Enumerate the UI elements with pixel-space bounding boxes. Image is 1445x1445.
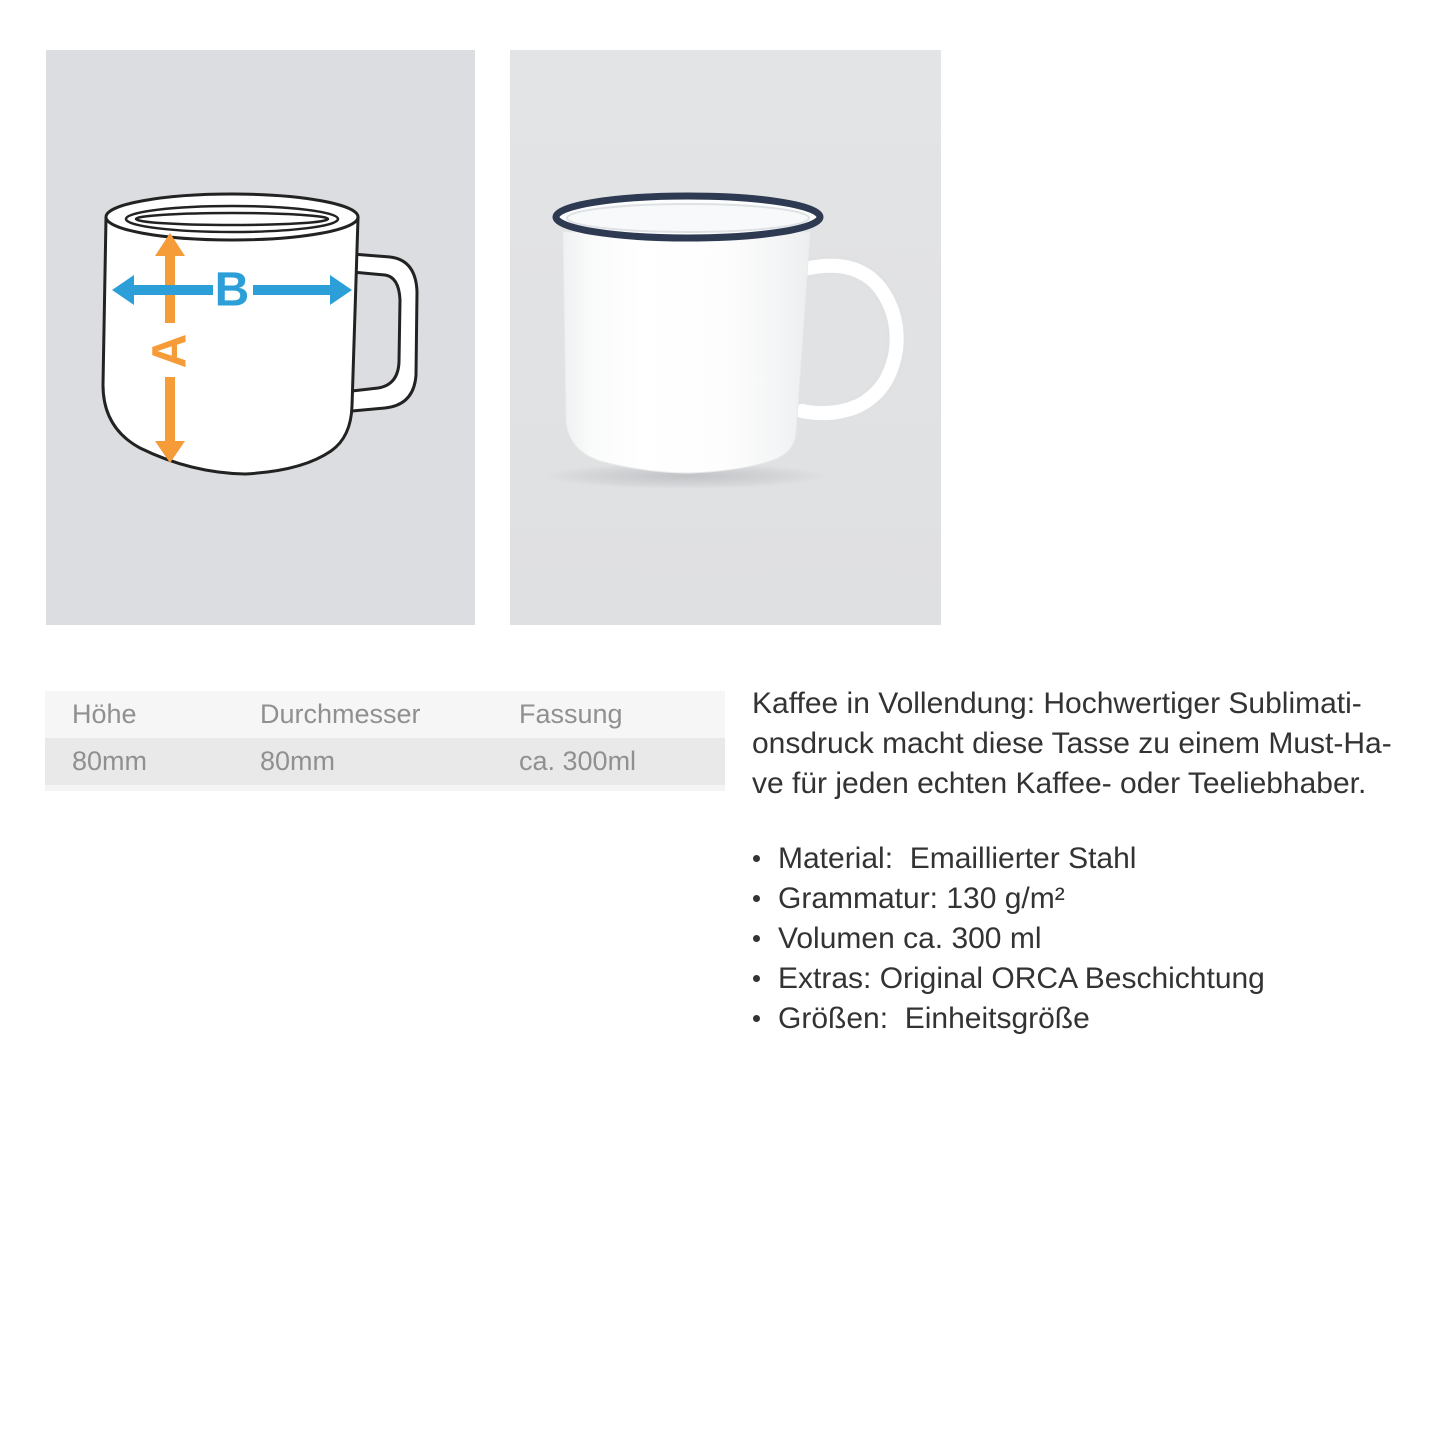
feature-list bbox=[752, 839, 1412, 1039]
list-item-material bbox=[752, 839, 1412, 879]
photo-mug-rim-inner bbox=[567, 204, 809, 232]
paragraph-line: ve für jeden echten Kaffee- oder Teeliebhaber. bbox=[752, 767, 1367, 800]
mug-handle-hole bbox=[352, 272, 400, 391]
list-item-text: Material: Emaillierter Stahl bbox=[778, 842, 1137, 875]
list-item-volumen bbox=[752, 919, 1412, 959]
list-item-text: Extras: Original ORCA Beschichtung bbox=[778, 962, 1265, 995]
list-item-text: Grammatur: 130 g/m² bbox=[778, 882, 1065, 915]
list-item-grammatur bbox=[752, 879, 1412, 919]
description-paragraph bbox=[752, 684, 1412, 804]
enamel-mug-photo bbox=[510, 50, 941, 625]
list-item-groessen bbox=[752, 999, 1412, 1039]
header-durchmesser: Durchmesser bbox=[260, 699, 421, 729]
header-fassung: Fassung bbox=[519, 699, 623, 729]
bullet-icon bbox=[753, 975, 760, 982]
value-hoehe: 80mm bbox=[72, 746, 148, 776]
size-diagram-panel bbox=[46, 50, 475, 625]
bullet-icon bbox=[753, 895, 760, 902]
list-item-extras bbox=[752, 959, 1412, 999]
product-description bbox=[752, 684, 1412, 1039]
bullet-icon bbox=[753, 855, 760, 862]
mug-measurement-diagram bbox=[46, 50, 475, 625]
product-photo-panel bbox=[510, 50, 941, 625]
height-label-a: A bbox=[143, 333, 197, 369]
diameter-label-b: B bbox=[214, 263, 250, 317]
size-table-header-row bbox=[45, 691, 725, 738]
value-fassung: ca. 300ml bbox=[519, 746, 637, 776]
mug-body-outline bbox=[103, 218, 358, 474]
size-table-value-row bbox=[45, 738, 725, 785]
list-item-text: Größen: Einheitsgröße bbox=[778, 1002, 1090, 1035]
size-table bbox=[45, 691, 725, 791]
size-table-footer-strip bbox=[45, 785, 725, 791]
value-durchmesser: 80mm bbox=[260, 746, 336, 776]
header-hoehe: Höhe bbox=[72, 699, 137, 729]
paragraph-line: onsdruck macht diese Tasse zu einem Must-Ha- bbox=[752, 727, 1392, 760]
list-item-text: Volumen ca. 300 ml bbox=[778, 922, 1042, 955]
bullet-icon bbox=[753, 1015, 760, 1022]
paragraph-line: Kaffee in Vollendung: Hochwertiger Sublimati- bbox=[752, 687, 1362, 720]
bullet-icon bbox=[753, 935, 760, 942]
photo-mug-body bbox=[563, 232, 810, 473]
